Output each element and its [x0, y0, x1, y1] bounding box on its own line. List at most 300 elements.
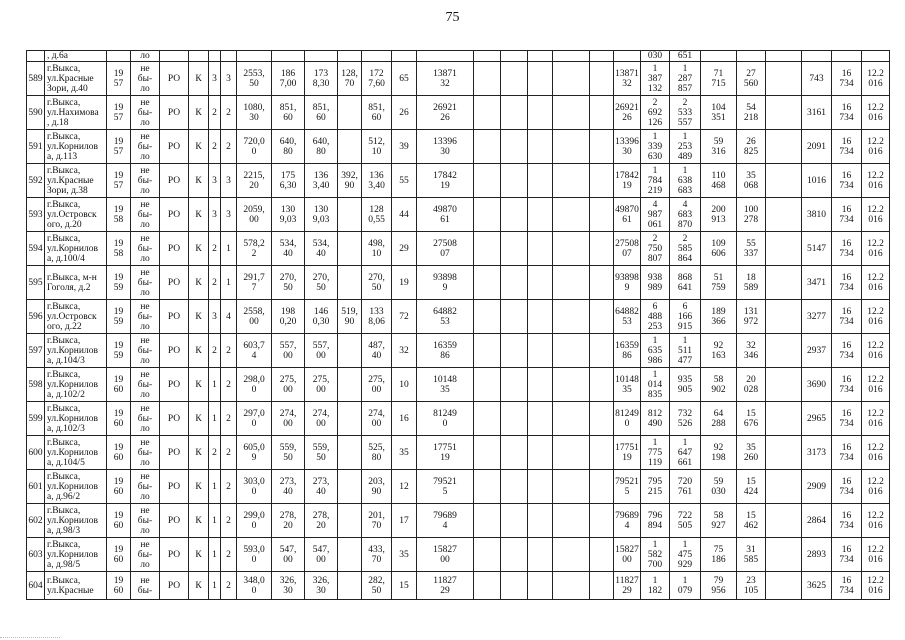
cell-amount-d: 54 218	[737, 96, 766, 130]
cell-empty	[528, 572, 553, 600]
cell-living-area-2: 640, 80	[305, 130, 338, 164]
cell-empty	[590, 504, 614, 538]
cell-rate-f: 16 734	[832, 402, 862, 436]
cell-floors: 2	[209, 130, 221, 164]
cell-area: 593,0 0	[237, 538, 272, 572]
cell-rate-f: 16 734	[832, 198, 862, 232]
cell-amount-e: 2864	[802, 504, 832, 538]
cell-floors: 1	[209, 572, 221, 600]
cell-living-area: 273, 40	[272, 470, 305, 504]
cell-rate-g: 12.2 016	[862, 334, 890, 368]
cell-amount-b: 722 505	[670, 504, 701, 538]
cell-amount-e: 3161	[802, 96, 832, 130]
cell-empty	[474, 538, 501, 572]
cell-nonresidential	[338, 51, 362, 62]
cell-amount-e: 743	[802, 62, 832, 96]
cell-total: 17842 19	[614, 164, 641, 198]
cell-address: г.Выкса, ул.Корнилов а, д.98/3	[45, 504, 107, 538]
cell-year: 19 57	[107, 96, 131, 130]
cell-empty	[528, 232, 553, 266]
cell-empty	[590, 266, 614, 300]
cell-people: 17	[392, 504, 417, 538]
cell-year: 19 58	[107, 232, 131, 266]
cell-empty	[766, 198, 802, 232]
cell-empty	[766, 232, 802, 266]
cell-address: г.Выкса, ул.Корнилов а, д.113	[45, 130, 107, 164]
cell-area: 298,0 0	[237, 368, 272, 402]
cell-rate-g: 12.2 016	[862, 368, 890, 402]
table-row	[27, 572, 890, 600]
cell-empty	[528, 130, 553, 164]
cell-material: РО	[160, 164, 189, 198]
cell-nonresidential: 519, 90	[338, 300, 362, 334]
cell-amount-e: 3690	[802, 368, 832, 402]
cell-cost: 15827 00	[417, 538, 474, 572]
cell-address: г.Выкса, ул.Корнилов а, д.98/5	[45, 538, 107, 572]
cell-empty	[553, 266, 590, 300]
cell-empty	[590, 368, 614, 402]
cell-empty	[528, 368, 553, 402]
cell-entrances: 1	[221, 232, 237, 266]
cell-living-area: 534, 40	[272, 232, 305, 266]
table-row	[27, 368, 890, 402]
cell-nonresidential	[338, 504, 362, 538]
cell-rate-f	[832, 51, 862, 62]
cell-empty	[590, 62, 614, 96]
cell-floors: 3	[209, 198, 221, 232]
cell-floors: 1	[209, 368, 221, 402]
cell-nonresidential: 392, 90	[338, 164, 362, 198]
cell-empty	[553, 96, 590, 130]
cell-cost: 27508 07	[417, 232, 474, 266]
cell-material: РО	[160, 368, 189, 402]
cell-empty	[766, 164, 802, 198]
cell-floors: 3	[209, 300, 221, 334]
cell-amount-c: 58 927	[701, 504, 737, 538]
cell-amount-a: 6 488 253	[641, 300, 670, 334]
cell-floors: 3	[209, 164, 221, 198]
cell-nonresidential	[338, 436, 362, 470]
cell-total: 81249 0	[614, 402, 641, 436]
cell-empty	[528, 402, 553, 436]
cell-state: не бы- ло	[131, 62, 160, 96]
cell-no: 603	[27, 538, 45, 572]
cell-flat-area: 282, 50	[362, 572, 392, 600]
cell-empty	[501, 436, 528, 470]
cell-cost: 79689 4	[417, 504, 474, 538]
cell-amount-d: 26 825	[737, 130, 766, 164]
cell-state: не бы- ло	[131, 368, 160, 402]
cell-flat-area: 498, 10	[362, 232, 392, 266]
cell-amount-d	[737, 51, 766, 62]
cell-area: 297,0 0	[237, 402, 272, 436]
cell-flat-area: 136 3,40	[362, 164, 392, 198]
cell-entrances: 2	[221, 572, 237, 600]
cell-cost: 26921 26	[417, 96, 474, 130]
cell-amount-b: 1 647 661	[670, 436, 701, 470]
cell-amount-e: 3471	[802, 266, 832, 300]
cell-living-area-2: 851, 60	[305, 96, 338, 130]
cell-entrances: 2	[221, 130, 237, 164]
cell-flat-area: 203, 90	[362, 470, 392, 504]
cell-empty	[474, 572, 501, 600]
cell-amount-c: 200 913	[701, 198, 737, 232]
cell-empty	[528, 300, 553, 334]
cell-cost: 17842 19	[417, 164, 474, 198]
cell-rate-f: 16 734	[832, 164, 862, 198]
cell-amount-b: 651	[670, 51, 701, 62]
cell-empty	[501, 572, 528, 600]
cell-no: 594	[27, 232, 45, 266]
cell-empty	[553, 130, 590, 164]
table-row	[27, 164, 890, 198]
cell-year: 19 57	[107, 164, 131, 198]
cell-rate-g: 12.2 016	[862, 164, 890, 198]
cell-category: К	[189, 130, 209, 164]
cell-amount-e	[802, 51, 832, 62]
cell-rate-f: 16 734	[832, 504, 862, 538]
cell-amount-c: 79 956	[701, 572, 737, 600]
cell-living-area: 278, 20	[272, 504, 305, 538]
cell-empty	[501, 470, 528, 504]
cell-empty	[501, 198, 528, 232]
cell-total: 26921 26	[614, 96, 641, 130]
cell-category: К	[189, 198, 209, 232]
cell-year: 19 60	[107, 538, 131, 572]
cell-address: г.Выкса, ул.Корнилов а, д.102/3	[45, 402, 107, 436]
cell-amount-b: 935 905	[670, 368, 701, 402]
cell-amount-a: 938 989	[641, 266, 670, 300]
cell-address: г.Выкса, ул.Корнилов а, д.104/3	[45, 334, 107, 368]
cell-empty	[474, 300, 501, 334]
cell-material: РО	[160, 402, 189, 436]
cell-empty	[553, 62, 590, 96]
scan-edge-dots	[0, 636, 60, 638]
cell-area: 303,0 0	[237, 470, 272, 504]
cell-amount-b: 2 585 864	[670, 232, 701, 266]
cell-flat-area: 133 8,06	[362, 300, 392, 334]
cell-nonresidential	[338, 232, 362, 266]
cell-empty	[528, 470, 553, 504]
cell-empty	[528, 62, 553, 96]
cell-empty	[474, 470, 501, 504]
cell-year: 19 59	[107, 266, 131, 300]
cell-floors	[209, 51, 221, 62]
cell-entrances: 3	[221, 164, 237, 198]
cell-living-area: 557, 00	[272, 334, 305, 368]
cell-material: РО	[160, 572, 189, 600]
cell-rate-g: 12.2 016	[862, 436, 890, 470]
cell-flat-area: 487, 40	[362, 334, 392, 368]
cell-entrances: 2	[221, 436, 237, 470]
cell-amount-a: 1 387 132	[641, 62, 670, 96]
cell-rate-g: 12.2 016	[862, 198, 890, 232]
cell-living-area: 270, 50	[272, 266, 305, 300]
cell-amount-b: 6 166 915	[670, 300, 701, 334]
cell-people: 15	[392, 572, 417, 600]
cell-no	[27, 51, 45, 62]
cell-nonresidential	[338, 198, 362, 232]
cell-cost	[417, 51, 474, 62]
cell-amount-a: 2 692 126	[641, 96, 670, 130]
cell-empty	[766, 470, 802, 504]
cell-amount-d: 100 278	[737, 198, 766, 232]
cell-category: К	[189, 572, 209, 600]
cell-empty	[474, 504, 501, 538]
cell-category: К	[189, 300, 209, 334]
cell-amount-a: 1 182	[641, 572, 670, 600]
cell-living-area: 175 6,30	[272, 164, 305, 198]
cell-total: 17751 19	[614, 436, 641, 470]
cell-material: РО	[160, 300, 189, 334]
cell-nonresidential	[338, 266, 362, 300]
cell-entrances: 2	[221, 334, 237, 368]
table-row	[27, 300, 890, 334]
cell-living-area-2: 534, 40	[305, 232, 338, 266]
cell-amount-d: 15 676	[737, 402, 766, 436]
cell-empty	[766, 402, 802, 436]
cell-flat-area: 433, 70	[362, 538, 392, 572]
cell-material: РО	[160, 130, 189, 164]
cell-amount-b: 1 287 857	[670, 62, 701, 96]
cell-address: г.Выкса, ул.Корнилов а, д.96/2	[45, 470, 107, 504]
cell-cost: 13871 32	[417, 62, 474, 96]
cell-amount-e: 2091	[802, 130, 832, 164]
cell-area: 2553, 50	[237, 62, 272, 96]
cell-empty	[766, 130, 802, 164]
cell-floors: 2	[209, 334, 221, 368]
cell-no: 591	[27, 130, 45, 164]
cell-entrances: 3	[221, 198, 237, 232]
cell-empty	[501, 164, 528, 198]
cell-empty	[501, 368, 528, 402]
cell-category	[189, 51, 209, 62]
cell-no: 589	[27, 62, 45, 96]
cell-rate-g: 12.2 016	[862, 470, 890, 504]
cell-amount-b: 868 641	[670, 266, 701, 300]
cell-area: 299,0 0	[237, 504, 272, 538]
cell-rate-f: 16 734	[832, 470, 862, 504]
cell-no: 602	[27, 504, 45, 538]
cell-year: 19 58	[107, 198, 131, 232]
cell-flat-area: 274, 00	[362, 402, 392, 436]
cell-amount-d: 55 337	[737, 232, 766, 266]
cell-area: 348,0 0	[237, 572, 272, 600]
cell-no: 599	[27, 402, 45, 436]
cell-amount-d: 18 589	[737, 266, 766, 300]
cell-year: 19 57	[107, 130, 131, 164]
table-row	[27, 436, 890, 470]
cell-cost: 81249 0	[417, 402, 474, 436]
cell-empty	[528, 198, 553, 232]
cell-area: 2215, 20	[237, 164, 272, 198]
cell-living-area: 198 0,20	[272, 300, 305, 334]
cell-empty	[474, 198, 501, 232]
cell-flat-area: 128 0,55	[362, 198, 392, 232]
cell-state: не бы- ло	[131, 538, 160, 572]
cell-amount-b: 2 533 557	[670, 96, 701, 130]
cell-empty	[501, 504, 528, 538]
cell-empty	[474, 130, 501, 164]
cell-flat-area: 512, 10	[362, 130, 392, 164]
cell-no: 600	[27, 436, 45, 470]
cell-living-area-2: 130 9,03	[305, 198, 338, 232]
cell-state: не бы- ло	[131, 504, 160, 538]
table-row	[27, 266, 890, 300]
table-row	[27, 504, 890, 538]
cell-empty	[528, 504, 553, 538]
cell-amount-d: 32 346	[737, 334, 766, 368]
cell-state: не бы- ло	[131, 334, 160, 368]
cell-empty	[553, 402, 590, 436]
cell-amount-c: 59 030	[701, 470, 737, 504]
cell-floors: 1	[209, 504, 221, 538]
cell-total: 27508 07	[614, 232, 641, 266]
cell-amount-e: 3173	[802, 436, 832, 470]
cell-nonresidential	[338, 96, 362, 130]
cell-entrances	[221, 51, 237, 62]
cell-empty	[766, 334, 802, 368]
cell-amount-e: 3277	[802, 300, 832, 334]
cell-rate-g: 12.2 016	[862, 130, 890, 164]
cell-year: 19 60	[107, 402, 131, 436]
cell-flat-area	[362, 51, 392, 62]
cell-amount-d: 15 462	[737, 504, 766, 538]
cell-amount-c	[701, 51, 737, 62]
cell-amount-a: 030	[641, 51, 670, 62]
cell-floors: 1	[209, 402, 221, 436]
cell-empty	[528, 51, 553, 62]
cell-amount-a: 1 582 700	[641, 538, 670, 572]
cell-amount-b: 1 079	[670, 572, 701, 600]
cell-amount-d: 27 560	[737, 62, 766, 96]
cell-amount-a: 4 987 061	[641, 198, 670, 232]
cell-entrances: 2	[221, 96, 237, 130]
cell-people: 32	[392, 334, 417, 368]
cell-no: 596	[27, 300, 45, 334]
cell-living-area-2: 557, 00	[305, 334, 338, 368]
cell-amount-a: 796 894	[641, 504, 670, 538]
cell-living-area: 547, 00	[272, 538, 305, 572]
cell-empty	[553, 334, 590, 368]
cell-category: К	[189, 232, 209, 266]
cell-category: К	[189, 164, 209, 198]
cell-empty	[590, 51, 614, 62]
cell-amount-d: 131 972	[737, 300, 766, 334]
cell-empty	[590, 96, 614, 130]
cell-category: К	[189, 266, 209, 300]
cell-rate-f: 16 734	[832, 538, 862, 572]
cell-nonresidential	[338, 470, 362, 504]
table-row	[27, 130, 890, 164]
cell-empty	[528, 436, 553, 470]
cell-year: 19 60	[107, 436, 131, 470]
cell-material: РО	[160, 470, 189, 504]
cell-empty	[501, 334, 528, 368]
cell-empty	[766, 368, 802, 402]
cell-living-area-2: 278, 20	[305, 504, 338, 538]
cell-living-area: 130 9,03	[272, 198, 305, 232]
cell-category: К	[189, 96, 209, 130]
cell-amount-e: 3625	[802, 572, 832, 600]
cell-empty	[474, 334, 501, 368]
cell-amount-b: 732 526	[670, 402, 701, 436]
cell-state: не бы-	[131, 572, 160, 600]
register-table-body	[27, 51, 890, 600]
cell-rate-f: 16 734	[832, 62, 862, 96]
page-number: 75	[445, 10, 460, 25]
cell-amount-c: 92 198	[701, 436, 737, 470]
cell-no: 604	[27, 572, 45, 600]
cell-rate-f: 16 734	[832, 436, 862, 470]
cell-rate-f: 16 734	[832, 572, 862, 600]
cell-empty	[501, 266, 528, 300]
cell-empty	[766, 62, 802, 96]
cell-empty	[553, 470, 590, 504]
cell-empty	[766, 96, 802, 130]
cell-floors: 3	[209, 62, 221, 96]
cell-living-area: 186 7,00	[272, 62, 305, 96]
cell-living-area-2: 273, 40	[305, 470, 338, 504]
cell-amount-a: 1 775 119	[641, 436, 670, 470]
cell-empty	[474, 232, 501, 266]
cell-rate-g: 12.2 016	[862, 300, 890, 334]
cell-flat-area: 172 7,60	[362, 62, 392, 96]
cell-category: К	[189, 402, 209, 436]
cell-cost: 49870 61	[417, 198, 474, 232]
cell-total: 49870 61	[614, 198, 641, 232]
cell-state: не бы- ло	[131, 470, 160, 504]
cell-people: 12	[392, 470, 417, 504]
cell-entrances: 2	[221, 368, 237, 402]
cell-amount-c: 104 351	[701, 96, 737, 130]
cell-entrances: 1	[221, 266, 237, 300]
cell-amount-c: 58 902	[701, 368, 737, 402]
cell-no: 590	[27, 96, 45, 130]
cell-people: 55	[392, 164, 417, 198]
cell-address: г.Выкса, ул.Красные Зори, д.38	[45, 164, 107, 198]
cell-living-area: 274, 00	[272, 402, 305, 436]
cell-living-area: 275, 00	[272, 368, 305, 402]
cell-address: г.Выкса, ул.Островск ого, д.22	[45, 300, 107, 334]
cell-material: РО	[160, 538, 189, 572]
cell-amount-b: 1 638 683	[670, 164, 701, 198]
cell-cost: 11827 29	[417, 572, 474, 600]
cell-address: г.Выкса, ул.Островск ого, д.20	[45, 198, 107, 232]
cell-state: не бы- ло	[131, 402, 160, 436]
cell-empty	[553, 368, 590, 402]
cell-empty	[501, 51, 528, 62]
cell-floors: 2	[209, 232, 221, 266]
cell-living-area-2: 547, 00	[305, 538, 338, 572]
cell-people: 35	[392, 538, 417, 572]
cell-empty	[474, 368, 501, 402]
cell-floors: 2	[209, 96, 221, 130]
cell-empty	[474, 164, 501, 198]
cell-state: не бы- ло	[131, 300, 160, 334]
cell-rate-f: 16 734	[832, 368, 862, 402]
cell-state: не бы- ло	[131, 96, 160, 130]
cell-material: РО	[160, 334, 189, 368]
cell-empty	[501, 130, 528, 164]
cell-year: 19 60	[107, 470, 131, 504]
cell-empty	[590, 334, 614, 368]
cell-rate-g	[862, 51, 890, 62]
cell-empty	[766, 436, 802, 470]
cell-amount-c: 109 606	[701, 232, 737, 266]
cell-empty	[474, 51, 501, 62]
table-row	[27, 538, 890, 572]
